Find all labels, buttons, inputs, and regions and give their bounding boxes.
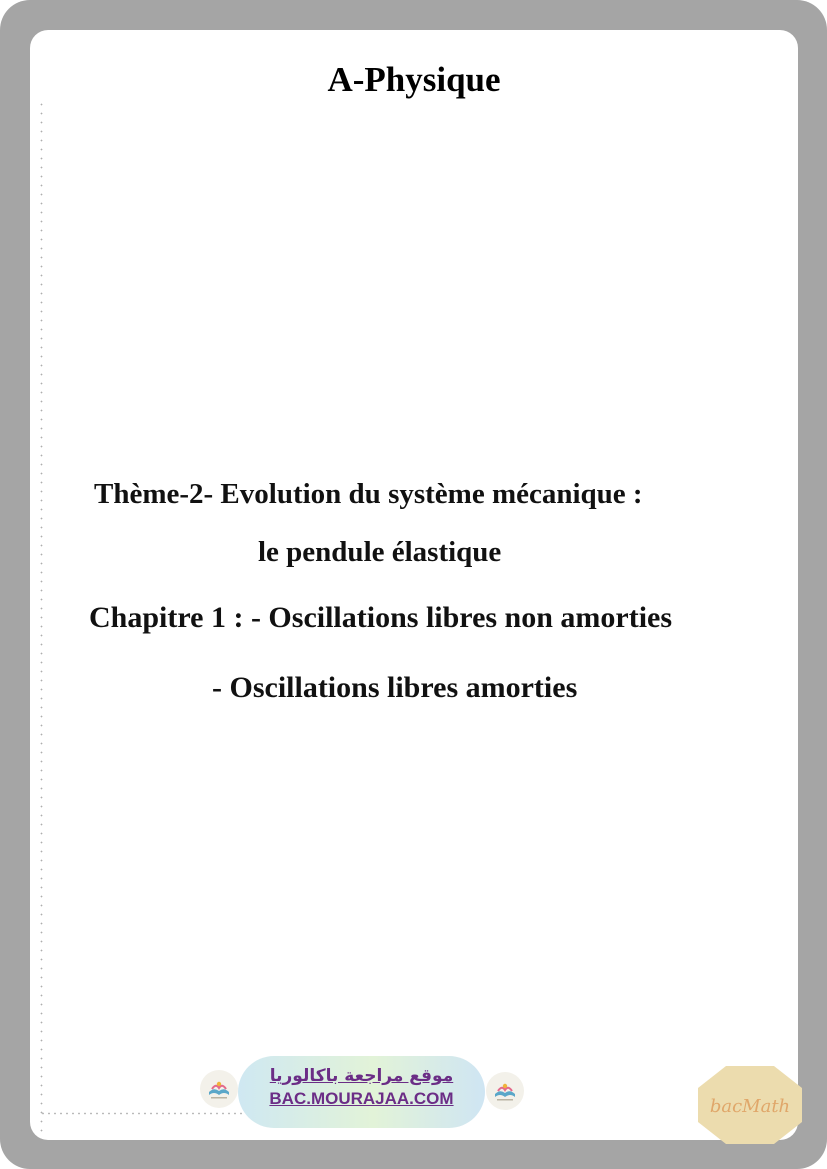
brand-logo-text: bacMath bbox=[709, 1096, 791, 1117]
book-logo-icon bbox=[200, 1070, 238, 1108]
theme-line-2: le pendule élastique bbox=[258, 536, 502, 568]
site-badge[interactable] bbox=[238, 1056, 485, 1128]
scan-speckle-bottom bbox=[40, 1112, 250, 1115]
chapter-line-2: - Oscillations libres amorties bbox=[212, 671, 578, 704]
theme-line-1: Thème-2- Evolution du système mécanique : bbox=[94, 478, 643, 510]
book-logo-icon bbox=[486, 1072, 524, 1110]
document-page bbox=[30, 30, 798, 1140]
chapter-line-1: Chapitre 1 : - Oscillations libres non amorties bbox=[89, 601, 673, 634]
bacmath-logo-icon bbox=[696, 1064, 804, 1146]
page-title: A-Physique bbox=[327, 60, 501, 99]
site-name-arabic[interactable]: موقع مراجعة باكالوريا bbox=[269, 1066, 454, 1086]
site-url-link[interactable]: BAC.MOURAJAA.COM bbox=[269, 1089, 454, 1108]
scan-speckle-left bbox=[40, 100, 43, 1140]
